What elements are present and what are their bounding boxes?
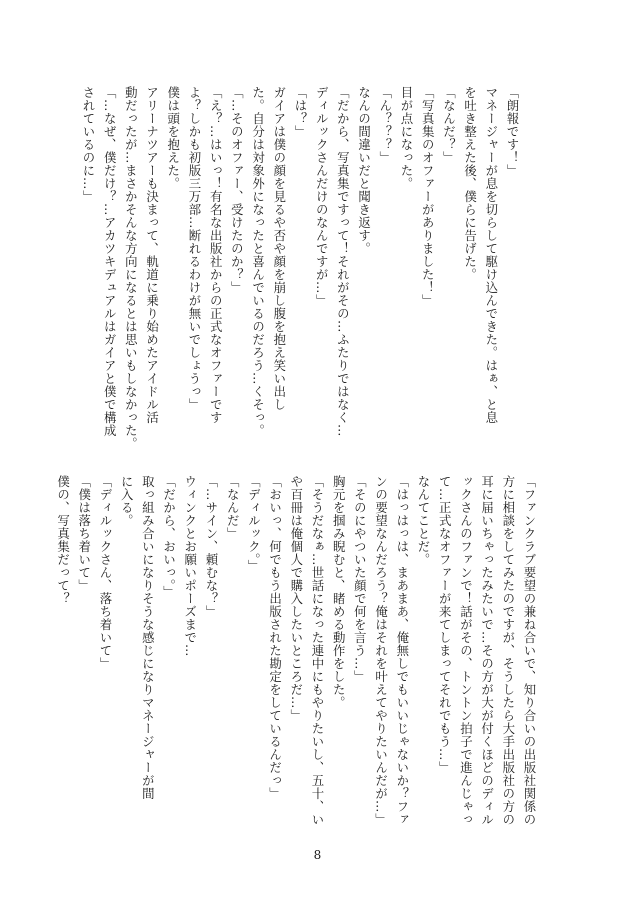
- upper-text-block: 「朗報です！」 マネージャーが息を切らして駆け込んできた。はぁ、と息 を吐き整えた後、僕らに告げた。 「なんだ？」 「写真集のオファーがありました！」 目が点になった。 「ん？？？」 なんの間違いだと聞き返す。 「だから、写真集ですって！それがその…ふたりではなく… ディルックさんだけのなんですが…」 「は？」 ガイアは僕の顔を見るや否や顔を崩し腹を抱え笑い出し た。自分は対象外になったと喜んでいるのだろう…くそっ。 「…そのオファー、受けたのか？」 「え？…はいっ！有名な出版社からの正式なオファーです よ？しかも初版三万部…断れるわけが無いでしょうっ」 僕は頭を抱えた。 アリーナツアーも決まって、軌道に乗り始めたアイドル活 動だったが…まさかそんな方向になるとは思いもしなかった。 「…なぜ、僕だけ？…アカツキデュアルはガイアと僕で構成 されているのに…」: [80, 86, 520, 450]
- lower-text-block: 「ファンクラブ要望の兼ね合いで、知り合いの出版社関係の 方に相談をしてみたのですが、そうしたら大手出版社の方の 耳に届いちゃったみたいで…その方が大が付くほどのディル ックさんのファンで！話がその、トントン拍子で進んじゃっ て…正式なオファーが来てしまってそれでもう…」 なんてことだ。 「はっはっは、まあまあ、俺無しでもいいじゃないか？ファ ンの要望なんだろう？俺はそれを叶えてやりたいんだが…」 「そのにやついた顔で何を言う…」 胸元を掴み睨むと、睹める動作をした。 「そうだなぁ…世話になった連中にもやりたいし、五十、い や百冊は俺個人で購入したいところだ…」 「おいっ、何でもう出版された勘定をしているんだっ」 「ディルック。」 「なんだ」 「…サイン、頼むな？」 ウィンクとお願いポーズまで… 「だから、おいっ。」 取っ組み合いになりそうな感じになりマネージャーが間 に入る。 「ディルックさん、落ち着いて」 「僕は落ち着いて」 僕の、写真集だって？: [55, 475, 537, 826]
- page-number: 8: [313, 848, 322, 862]
